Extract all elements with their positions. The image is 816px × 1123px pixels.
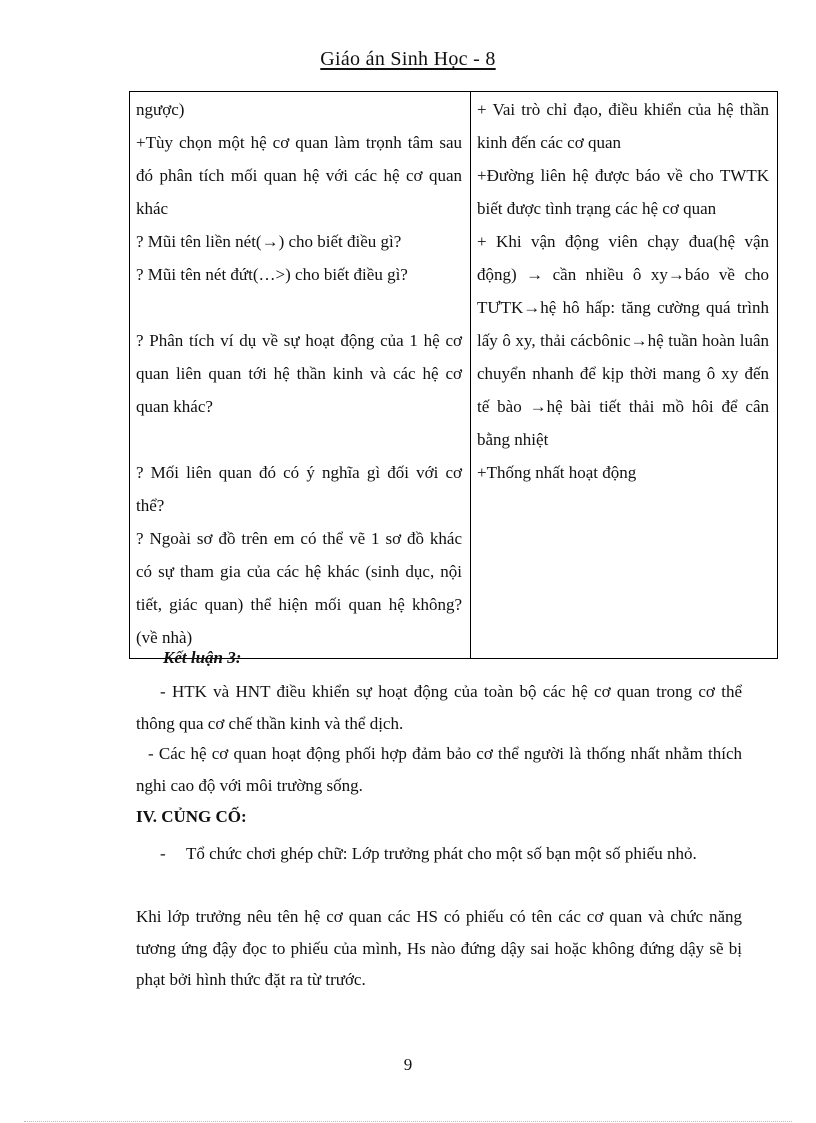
lesson-table (129, 91, 778, 659)
answer: +Thống nhất hoạt động (477, 463, 637, 482)
bullet-text: Tổ chức chơi ghép chữ: Lớp trưởng phát cho một số bạn một số phiếu nhỏ. (186, 844, 697, 863)
question: ? Mối liên quan đó có ý nghĩa gì đối với cơ thể? (136, 463, 462, 515)
answer: + Vai trò chỉ đạo, điều khiển của hệ thần kinh đến các cơ quan (477, 100, 769, 152)
answer: + Khi vận động viên chạy đua(hệ vận động) → cần nhiều ô xy→báo về cho TƯTK→hệ hô hấp: tăng cường quá trình lấy ô xy, thải cácbônic→hệ tuần hoàn luân chuyển nhanh để kịp thời mang ô xy đến tế bào →hệ bài tiết thải mồ hôi để cân bằng nhiệt (477, 232, 769, 449)
conclusion-paragraph-2: - Các hệ cơ quan hoạt động phối hợp đảm bảo cơ thể người là thống nhất nhằm thích nghi cao độ với môi trường sống. (136, 744, 742, 795)
header-title: Giáo án Sinh Học - 8 (320, 48, 496, 70)
conclusion-paragraph-1: - HTK và HNT điều khiển sự hoạt động của toàn bộ các hệ cơ quan trong cơ thể thông qua cơ chế thần kinh và thể dịch. (136, 682, 742, 733)
page-bottom-divider (24, 1121, 792, 1122)
spacer (136, 291, 462, 324)
spacer (136, 423, 462, 456)
text-line: +Tùy chọn một hệ cơ quan làm trọnh tâm sau đó phân tích mối quan hệ với các hệ cơ quan khác (136, 133, 462, 218)
bullet-item (160, 838, 744, 870)
table-row (130, 92, 778, 659)
question: ? Phân tích ví dụ về sự hoạt động của 1 hệ cơ quan liên quan tới hệ thần kinh và các hệ cơ quan khác? (136, 331, 462, 416)
question: ? Mũi tên liền nét(→) cho biết điều gì? (136, 232, 402, 251)
page-number: 9 (403, 1055, 413, 1074)
bullet-dash: - (160, 844, 166, 863)
page-header (0, 48, 816, 71)
text-line: ngược) (136, 100, 185, 119)
conclusion-title: Kết luận 3: (163, 648, 242, 667)
closing-paragraph: Khi lớp trưởng nêu tên hệ cơ quan các HS có phiếu có tên các cơ quan và chức năng tương ứng đậy đọc to phiếu của mình, Hs nào đứng dậy sai hoặc không đứng dậy sẽ bị phạt bởi hình thức đặt ra từ trước. (136, 907, 742, 989)
answer: +Đường liên hệ được báo về cho TWTK biết được tình trạng các hệ cơ quan (477, 166, 769, 218)
teacher-activity-cell (130, 92, 471, 659)
section-title: IV. CỦNG CỐ: (136, 807, 247, 826)
question: ? Mũi tên nét đứt(…>) cho biết điều gì? (136, 265, 408, 284)
student-activity-cell (471, 92, 778, 659)
question: ? Ngoài sơ đồ trên em có thể vẽ 1 sơ đồ khác có sự tham gia của các hệ khác (sinh dục, nội tiết, giác quan) thể hiện mối quan hệ không? (về nhà) (136, 529, 462, 647)
